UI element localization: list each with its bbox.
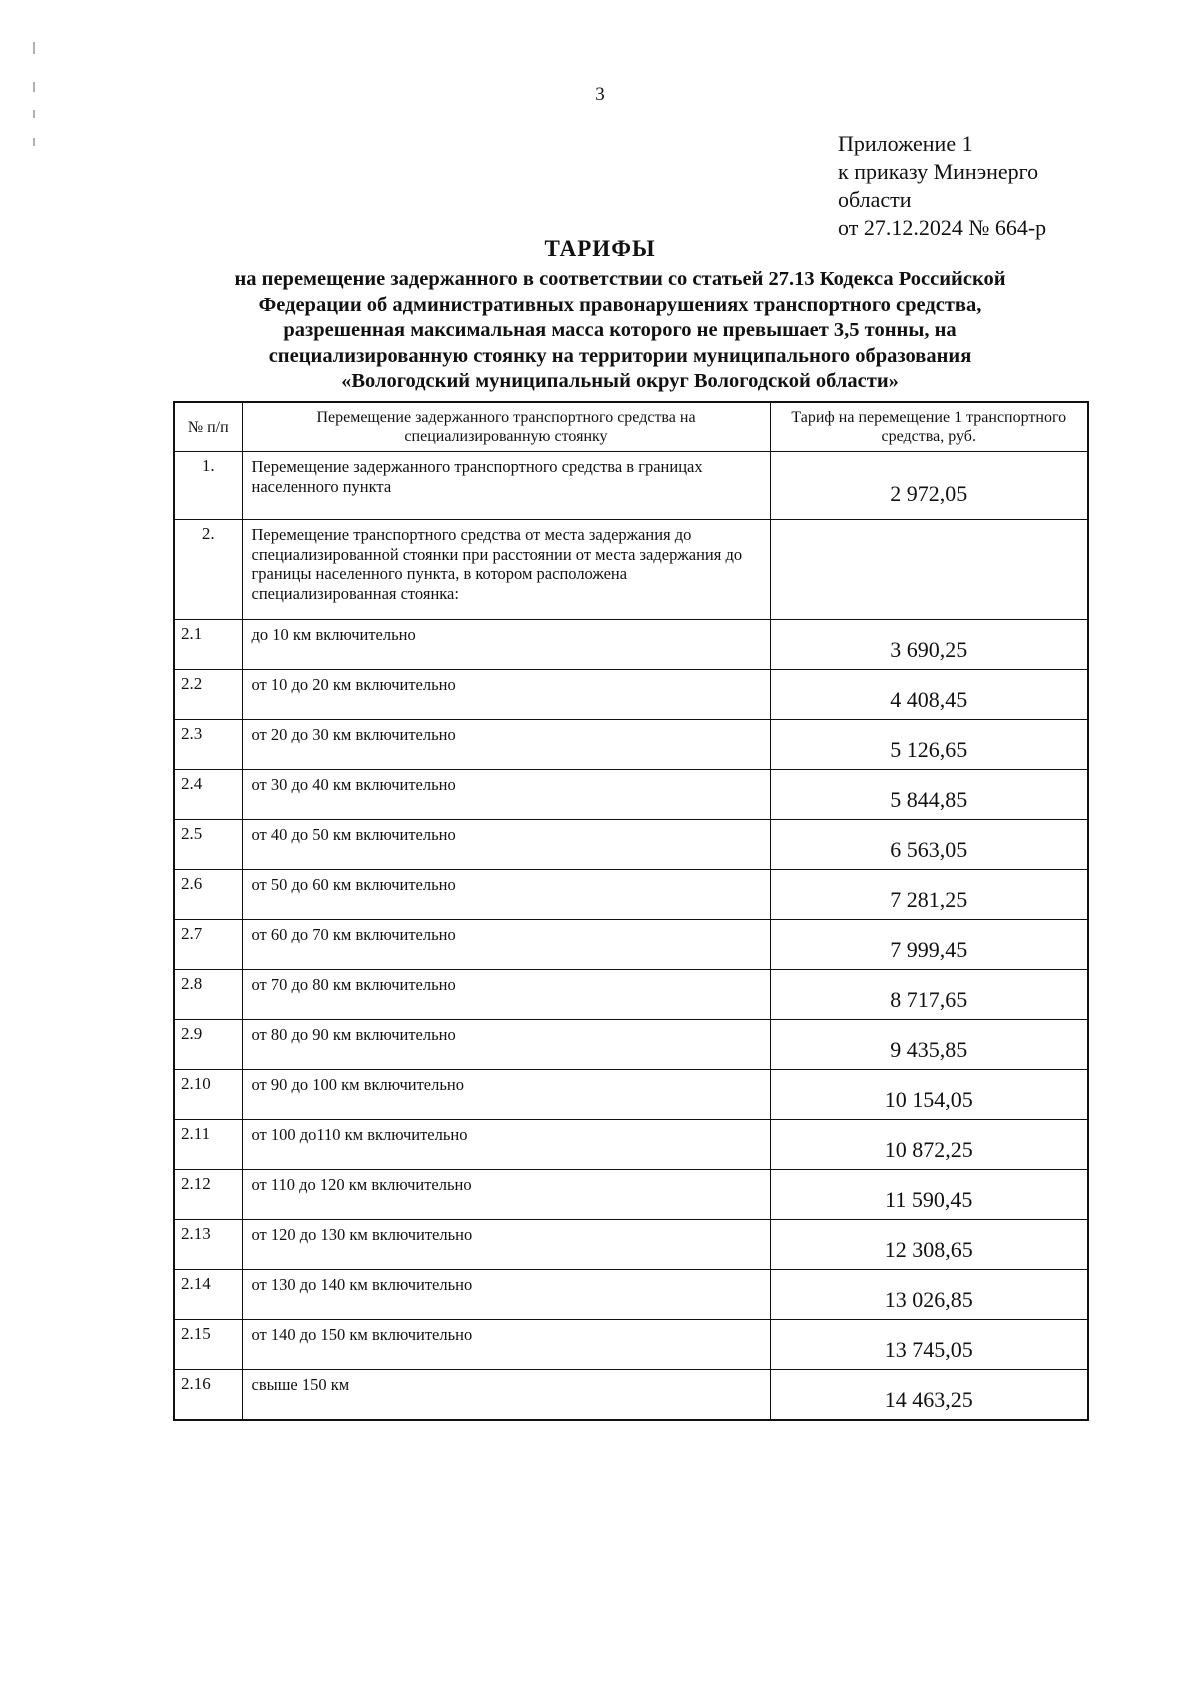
row-description: Перемещение задержанного транспортного средства в границах населенного пункта bbox=[242, 452, 770, 520]
row-description: свыше 150 км bbox=[242, 1370, 770, 1421]
row-number: 2.16 bbox=[174, 1370, 242, 1421]
row-tariff-value: 12 308,65 bbox=[770, 1220, 1088, 1270]
row-tariff-value: 13 745,05 bbox=[770, 1320, 1088, 1370]
row-description: от 90 до 100 км включительно bbox=[242, 1070, 770, 1120]
row-number: 2.10 bbox=[174, 1070, 242, 1120]
table-row bbox=[174, 670, 1088, 720]
row-tariff-value: 2 972,05 bbox=[770, 452, 1088, 520]
scan-margin-mark bbox=[33, 42, 35, 54]
row-description: от 70 до 80 км включительно bbox=[242, 970, 770, 1020]
row-description: от 40 до 50 км включительно bbox=[242, 820, 770, 870]
document-subtitle bbox=[150, 267, 1090, 395]
table-header-row bbox=[174, 402, 1088, 452]
row-number: 2.13 bbox=[174, 1220, 242, 1270]
subtitle-line: Федерации об административных правонарушениях транспортного средства, bbox=[258, 293, 982, 316]
appendix-line: области bbox=[838, 187, 912, 212]
row-number: 2.7 bbox=[174, 920, 242, 970]
row-description: от 60 до 70 км включительно bbox=[242, 920, 770, 970]
table-row bbox=[174, 620, 1088, 670]
row-tariff-value: 6 563,05 bbox=[770, 820, 1088, 870]
row-tariff-value: 11 590,45 bbox=[770, 1170, 1088, 1220]
table-row bbox=[174, 1020, 1088, 1070]
table-row bbox=[174, 1270, 1088, 1320]
row-description: от 20 до 30 км включительно bbox=[242, 720, 770, 770]
row-tariff-value: 7 281,25 bbox=[770, 870, 1088, 920]
table-row bbox=[174, 820, 1088, 870]
row-description: Перемещение транспортного средства от места задержания до специализированной стоянки при расстоянии от места задержания до границы населенного пункта, в котором расположена специализированная стоянка: bbox=[242, 520, 770, 620]
row-tariff-value: 3 690,25 bbox=[770, 620, 1088, 670]
row-number: 2.15 bbox=[174, 1320, 242, 1370]
row-tariff-value: 14 463,25 bbox=[770, 1370, 1088, 1421]
row-tariff-value: 5 126,65 bbox=[770, 720, 1088, 770]
subtitle-line: на перемещение задержанного в соответствии со статьей 27.13 Кодекса Российской bbox=[234, 268, 1006, 290]
table-row bbox=[174, 520, 1088, 620]
row-tariff-value: 9 435,85 bbox=[770, 1020, 1088, 1070]
subtitle-line: «Вологодский муниципальный округ Вологодской области» bbox=[341, 370, 899, 392]
row-tariff-value: 4 408,45 bbox=[770, 670, 1088, 720]
scan-margin-mark bbox=[33, 110, 35, 118]
table-row bbox=[174, 1370, 1088, 1421]
table-row bbox=[174, 870, 1088, 920]
row-tariff-value: 10 872,25 bbox=[770, 1120, 1088, 1170]
page-number: 3 bbox=[595, 84, 605, 105]
row-number: 2.5 bbox=[174, 820, 242, 870]
row-description: от 140 до 150 км включительно bbox=[242, 1320, 770, 1370]
row-description: до 10 км включительно bbox=[242, 620, 770, 670]
row-number: 2.3 bbox=[174, 720, 242, 770]
scan-margin-mark bbox=[33, 138, 35, 146]
row-tariff-value bbox=[770, 520, 1088, 620]
row-tariff-value: 13 026,85 bbox=[770, 1270, 1088, 1320]
table-row bbox=[174, 920, 1088, 970]
appendix-block bbox=[838, 130, 1046, 242]
row-number: 2.8 bbox=[174, 970, 242, 1020]
table-row bbox=[174, 720, 1088, 770]
table-row bbox=[174, 1120, 1088, 1170]
document-title: ТАРИФЫ bbox=[544, 236, 656, 261]
row-number: 2.14 bbox=[174, 1270, 242, 1320]
tariff-table bbox=[173, 401, 1089, 1421]
row-number: 2.11 bbox=[174, 1120, 242, 1170]
appendix-line: от 27.12.2024 № 664-р bbox=[838, 215, 1047, 240]
row-tariff-value: 8 717,65 bbox=[770, 970, 1088, 1020]
header-description: Перемещение задержанного транспортного средства на специализированную стоянку bbox=[242, 402, 770, 452]
row-tariff-value: 7 999,45 bbox=[770, 920, 1088, 970]
row-description: от 80 до 90 км включительно bbox=[242, 1020, 770, 1070]
row-description: от 110 до 120 км включительно bbox=[242, 1170, 770, 1220]
row-number: 2.6 bbox=[174, 870, 242, 920]
subtitle-line: разрешенная максимальная масса которого не превышает 3,5 тонны, на bbox=[283, 319, 957, 341]
table-row bbox=[174, 970, 1088, 1020]
table-row bbox=[174, 1170, 1088, 1220]
row-description: от 30 до 40 км включительно bbox=[242, 770, 770, 820]
appendix-line: Приложение 1 bbox=[838, 131, 973, 156]
appendix-line: к приказу Минэнерго bbox=[838, 159, 1039, 184]
subtitle-line: специализированную стоянку на территории муниципального образования bbox=[268, 344, 972, 367]
row-number: 2.1 bbox=[174, 620, 242, 670]
row-tariff-value: 5 844,85 bbox=[770, 770, 1088, 820]
table-row bbox=[174, 1070, 1088, 1120]
row-description: от 100 до110 км включительно bbox=[242, 1120, 770, 1170]
row-number: 2.4 bbox=[174, 770, 242, 820]
row-description: от 10 до 20 км включительно bbox=[242, 670, 770, 720]
row-number: 1. bbox=[174, 452, 242, 520]
row-number: 2. bbox=[174, 520, 242, 620]
row-number: 2.12 bbox=[174, 1170, 242, 1220]
row-description: от 130 до 140 км включительно bbox=[242, 1270, 770, 1320]
table-row bbox=[174, 452, 1088, 520]
row-number: 2.2 bbox=[174, 670, 242, 720]
table-row bbox=[174, 770, 1088, 820]
table-row bbox=[174, 1220, 1088, 1270]
header-tariff: Тариф на перемещение 1 транспортного средства, руб. bbox=[770, 402, 1088, 452]
header-num: № п/п bbox=[174, 402, 242, 452]
row-tariff-value: 10 154,05 bbox=[770, 1070, 1088, 1120]
row-description: от 120 до 130 км включительно bbox=[242, 1220, 770, 1270]
row-number: 2.9 bbox=[174, 1020, 242, 1070]
row-description: от 50 до 60 км включительно bbox=[242, 870, 770, 920]
table-row bbox=[174, 1320, 1088, 1370]
